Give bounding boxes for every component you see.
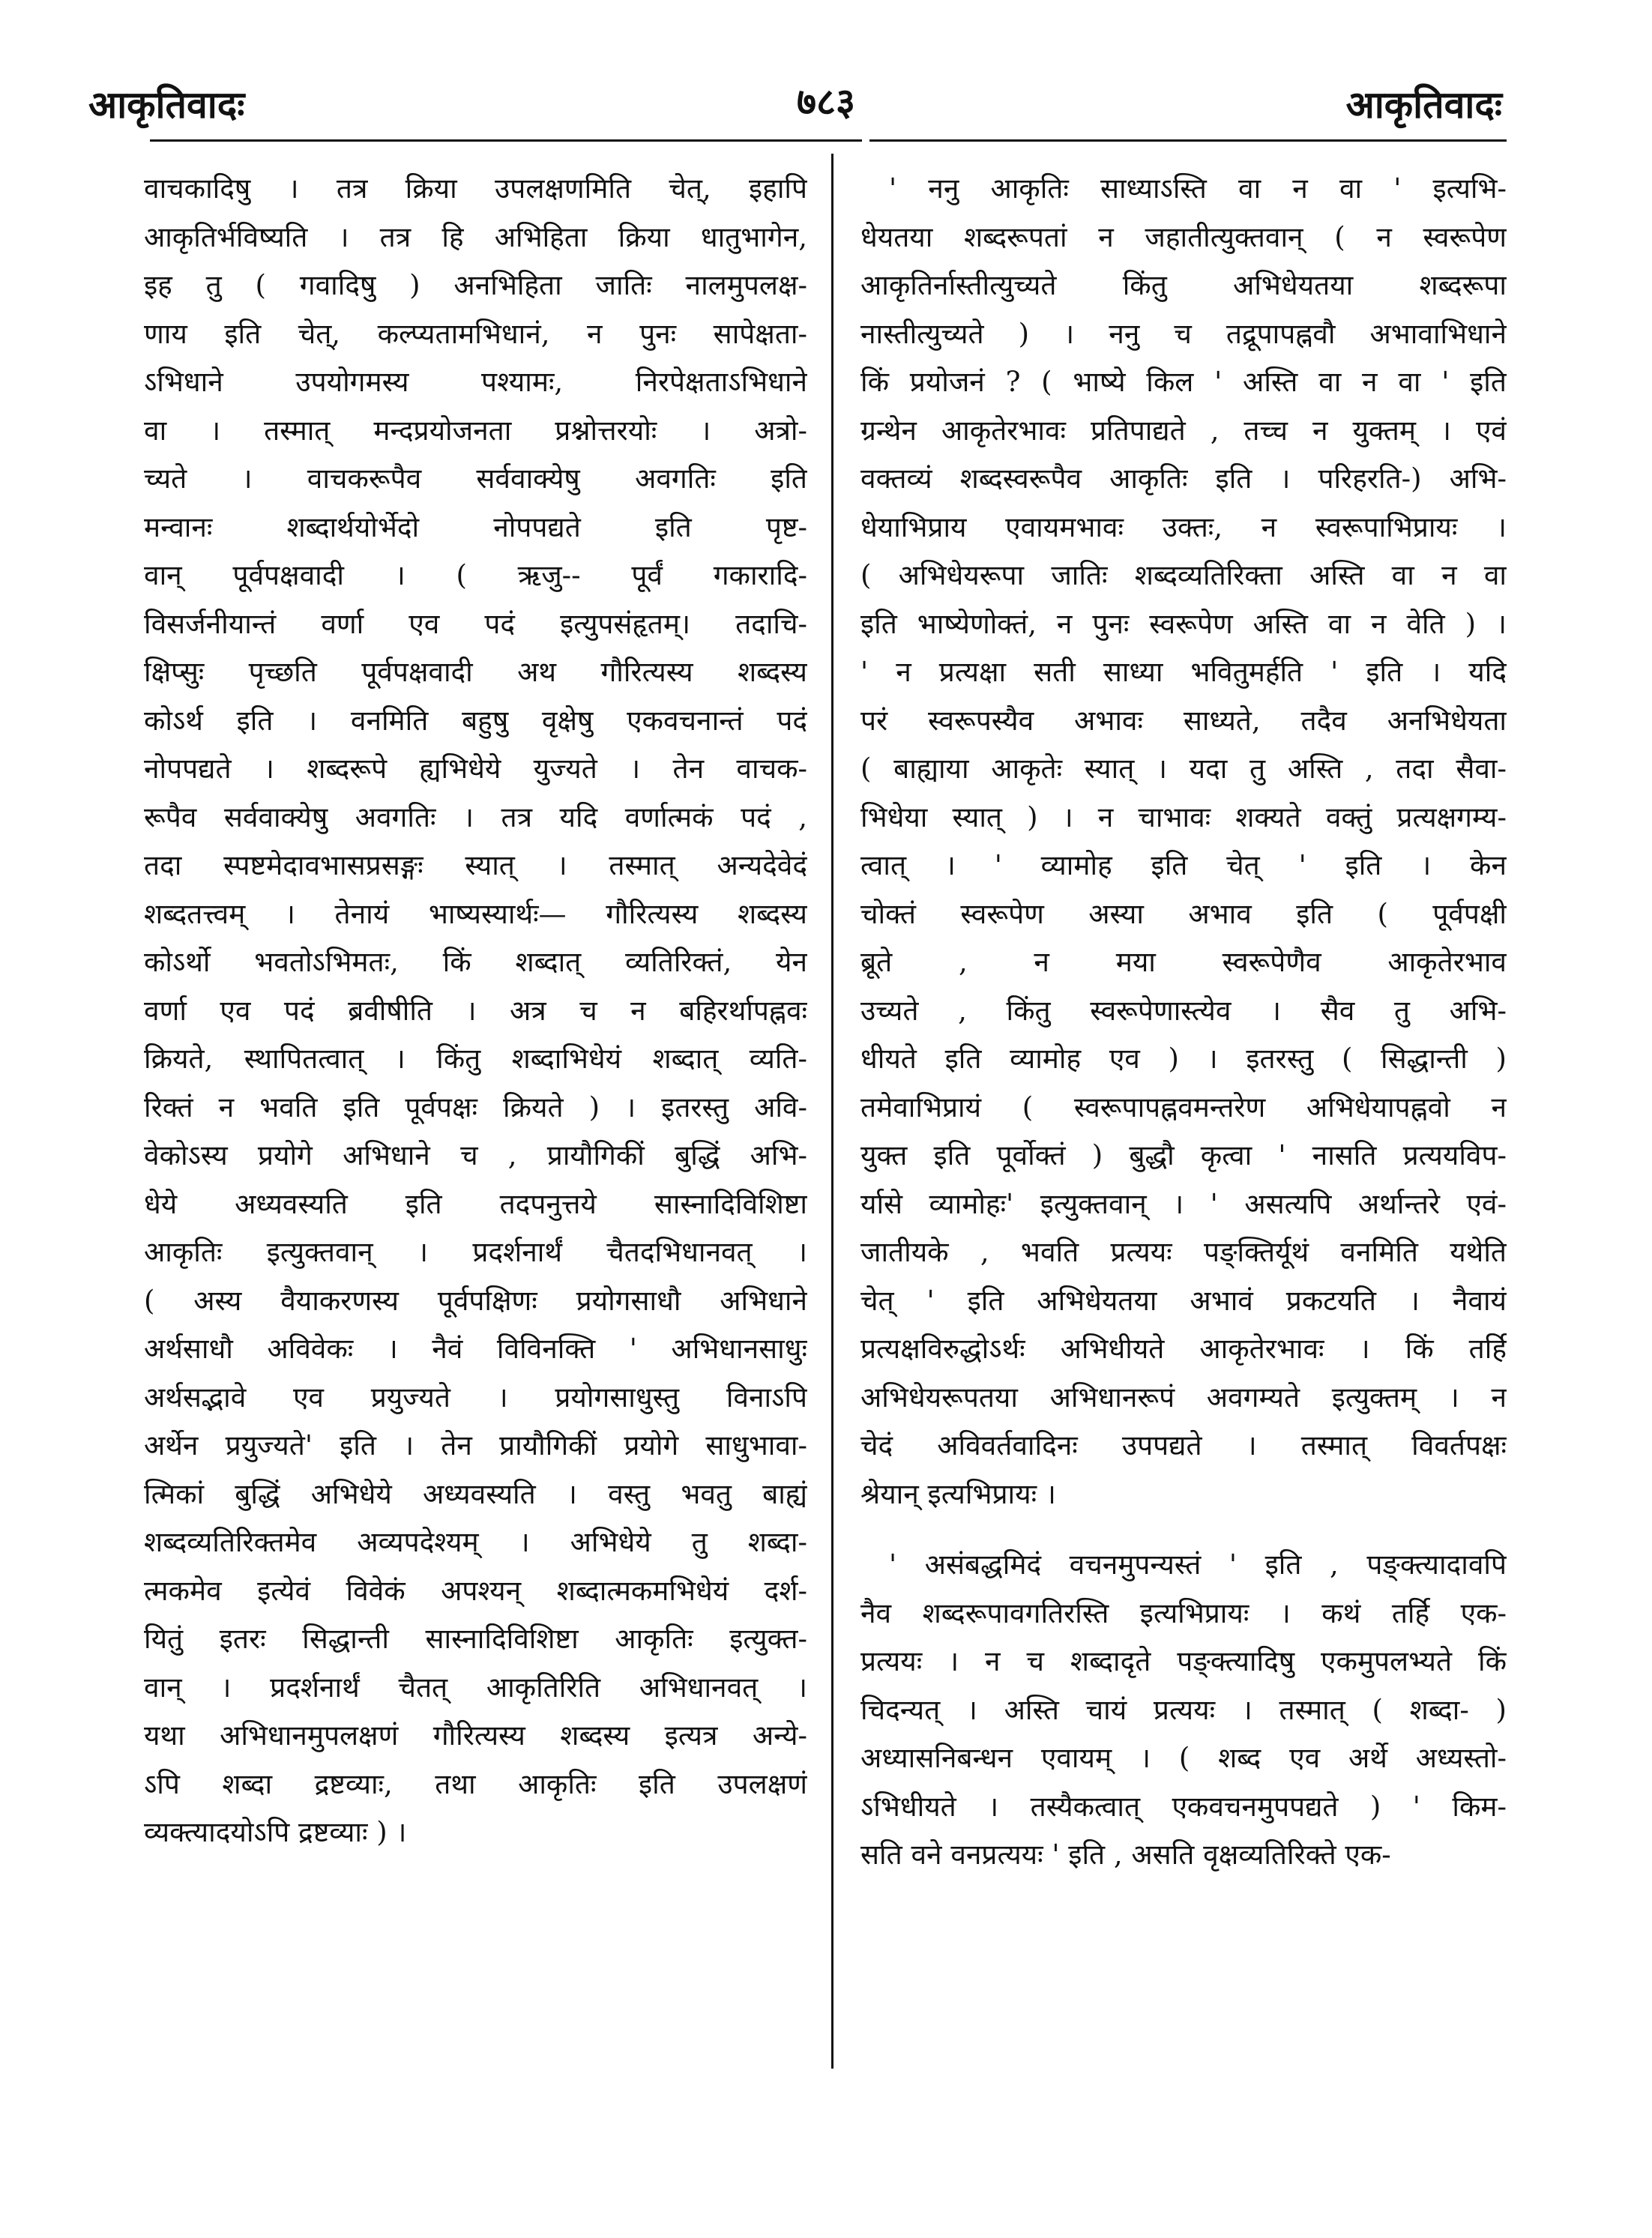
text-line: चेत् ' इति अभिधेयतया अभावं प्रकटयति । नैवायं — [860, 1284, 1507, 1317]
text-line: ब्रूते , न मया स्वरूपेणैव आकृतेरभाव — [860, 946, 1507, 978]
text-line: वक्तव्यं शब्दस्वरूपैव आकृतिः इति । परिहरति-) अभि- — [860, 462, 1507, 495]
running-title-right: आकृतिवादः — [1345, 82, 1502, 127]
right-column-paragraph-1 — [860, 165, 1507, 1518]
text-line: धेये अध्यवस्यति इति तदपनुत्तये सास्नादिविशिष्टा — [144, 1187, 807, 1220]
text-line: श्रेयान् इत्यभिप्रायः । — [860, 1477, 1056, 1510]
header-rule-right — [869, 139, 1507, 142]
text-line: अर्थसद्भावे एव प्रयुज्यते । प्रयोगसाधुस्तु विनाऽपि — [144, 1381, 807, 1414]
header-rule-left — [150, 139, 862, 142]
text-line: आकृतिर्भविष्यति । तत्र हि अभिहिता क्रिया धातुभागेन, — [144, 220, 807, 253]
text-line: जातीयके , भवति प्रत्ययः पङ्क्तिर्यूथं वनमिति यथेति — [860, 1236, 1507, 1268]
text-line: च्यते । वाचकरूपैव सर्ववाक्येषु अवगतिः इति — [144, 462, 807, 495]
text-line: वान् । प्रदर्शनार्थं चैतत् आकृतिरिति अभिधानवत् । — [144, 1671, 807, 1704]
text-line: भिधेया स्यात् ) । न चाभावः शक्यते वक्तुं प्रत्यक्षगम्य- — [860, 800, 1507, 833]
right-column-paragraph-2 — [860, 1541, 1507, 1880]
text-line: कोऽर्थ इति । वनमिति बहुषु वृक्षेषु एकवचनान्तं पदं — [144, 704, 807, 737]
text-line: त्मिकां बुद्धिं अभिधेये अध्यवस्यति । वस्तु भवतु बाह्यं — [144, 1477, 807, 1510]
text-line: आकृतिः इत्युक्तवान् । प्रदर्शनार्थं चैतदभिधानवत् । — [144, 1236, 807, 1268]
text-line: सति वने वनप्रत्ययः ' इति , असति वृक्षव्यतिरिक्ते एक- — [860, 1839, 1391, 1871]
text-line: रिक्तं न भवति इति पूर्वपक्षः क्रियते ) । इतरस्तु अवि- — [144, 1091, 807, 1123]
text-line: यथा अभिधानमुपलक्षणं गौरित्यस्य शब्दस्य इत्यत्र अन्ये- — [144, 1719, 807, 1752]
text-line: वा । तस्मात् मन्दप्रयोजनता प्रश्नोत्तरयोः । अत्रो- — [144, 414, 807, 447]
text-line: ' असंबद्धमिदं वचनमुपन्यस्तं ' इति , पङ्क्त्यादावपि — [889, 1548, 1507, 1581]
text-line: विसर्जनीयान्तं वर्णा एव पदं इत्युपसंहृतम्। तदाचि- — [144, 607, 807, 640]
text-line: अभिधेयरूपतया अभिधानरूपं अवगम्यते इत्युक्तम् । न — [860, 1381, 1507, 1414]
text-line: परं स्वरूपस्यैव अभावः साध्यते, तदैव अनभिधेयता — [860, 704, 1507, 737]
text-line: कोऽर्थो भवतोऽभिमतः, किं शब्दात् व्यतिरिक्तं, येन — [144, 946, 807, 978]
text-line: प्रत्यक्षविरुद्धोऽर्थः अभिधीयते आकृतेरभावः । किं तर्हि — [860, 1333, 1507, 1365]
text-line: यितुं इतरः सिद्धान्ती सास्नादिविशिष्टा आकृतिः इत्युक्त- — [144, 1623, 807, 1655]
text-line: ऽभिधीयते । तस्यैकत्वात् एकवचनमुपपद्यते ) ' किम- — [860, 1790, 1507, 1823]
text-line: युक्त इति पूर्वोक्तं ) बुद्धौ कृत्वा ' नासति प्रत्ययविप- — [860, 1139, 1507, 1171]
text-line: चेदं अविवर्तवादिनः उपपद्यते । तस्मात् विवर्तपक्षः — [860, 1429, 1507, 1462]
text-line: अर्थेन प्रयुज्यते' इति । तेन प्रायौगिकीं प्रयोगे साधुभावा- — [144, 1429, 807, 1462]
text-line: शब्दव्यतिरिक्तमेव अव्यपदेश्यम् । अभिधेये तु शब्दा- — [144, 1526, 807, 1558]
text-line: त्मकमेव इत्येवं विवेकं अपश्यन् शब्दात्मकमभिधेयं दर्श- — [144, 1574, 807, 1607]
text-line: ' ननु आकृतिः साध्याऽस्ति वा न वा ' इत्यभि- — [889, 172, 1507, 205]
text-line: ऽभिधाने उपयोगमस्य पश्यामः, निरपेक्षताऽभिधाने — [144, 366, 807, 398]
column-divider — [831, 154, 833, 2069]
text-line: ' न प्रत्यक्षा सती साध्या भवितुमर्हति ' इति । यदि — [860, 656, 1507, 688]
text-line: तमेवाभिप्रायं ( स्वरूपापह्नवमन्तरेण अभिधेयापह्नवो न — [860, 1091, 1507, 1123]
left-column-text — [144, 165, 807, 1857]
text-line: ( बाह्याया आकृतेः स्यात् । यदा तु अस्ति , तदा सैवा- — [860, 752, 1507, 785]
text-line: किं प्रयोजनं ? ( भाष्ये किल ' अस्ति वा न वा ' इति — [860, 366, 1507, 398]
text-line: वान् पूर्वपक्षवादी । ( ऋजु-- पूर्वं गकारादि- — [144, 559, 807, 591]
text-line: क्रियते, स्थापितत्वात् । किंतु शब्दाभिधेयं शब्दात् व्यति- — [144, 1043, 807, 1075]
text-line: वेकोऽस्य प्रयोगे अभिधाने च , प्रायौगिकीं बुद्धिं अभि- — [144, 1139, 807, 1171]
text-line: धेयतया शब्दरूपतां न जहातीत्युक्तवान् ( न स्वरूपेण — [860, 220, 1507, 253]
text-line: ( अभिधेयरूपा जातिः शब्दव्यतिरिक्ता अस्ति वा न वा — [860, 559, 1507, 591]
text-line: नोपपद्यते । शब्दरूपे ह्यभिधेये युज्यते । तेन वाचक- — [144, 752, 807, 785]
right-column — [860, 165, 1507, 1880]
running-title-left: आकृतिवादः — [88, 82, 245, 127]
text-line: णाय इति चेत्, कल्प्यतामभिधानं, न पुनः सापेक्षता- — [144, 317, 807, 350]
text-line: धीयते इति व्यामोह एव ) । इतरस्तु ( सिद्धान्ती ) — [860, 1043, 1507, 1075]
text-line: तदा स्पष्टमेदावभासप्रसङ्गः स्यात् । तस्मात् अन्यदेवेदं — [144, 849, 807, 881]
text-line: ( अस्य वैयाकरणस्य पूर्वपक्षिणः प्रयोगसाधौ अभिधाने — [144, 1284, 807, 1317]
page-header — [0, 0, 1652, 142]
text-line: त्वात् । ' व्यामोह इति चेत् ' इति । केन — [860, 849, 1507, 881]
text-line: प्रत्ययः । न च शब्दादृते पङ्क्त्यादिषु एकमुपलभ्यते किं — [860, 1645, 1507, 1677]
text-line: क्षिप्सुः पृच्छति पूर्वपक्षवादी अथ गौरित्यस्य शब्दस्य — [144, 656, 807, 688]
text-line: शब्दतत्त्वम् । तेनायं भाष्यस्यार्थः— गौरित्यस्य शब्दस्य — [144, 897, 807, 930]
text-line: इति भाष्येणोक्तं, न पुनः स्वरूपेण अस्ति वा न वेति ) । — [860, 607, 1507, 640]
text-line: ऽपि शब्दा द्रष्टव्याः, तथा आकृतिः इति उपलक्षणं — [144, 1767, 807, 1800]
text-line: वाचकादिषु । तत्र क्रिया उपलक्षणमिति चेत्, इहापि — [144, 172, 807, 205]
text-line: रूपैव सर्ववाक्येषु अवगतिः । तत्र यदि वर्णात्मकं पदं , — [144, 800, 807, 833]
text-line: आकृतिर्नास्तीत्युच्यते किंतु अभिधेयतया शब्दरूपा — [860, 269, 1507, 301]
text-line: नैव शब्दरूपावगतिरस्ति इत्यभिप्रायः । कथं तर्हि एक- — [860, 1596, 1507, 1629]
text-line: ग्रन्थेन आकृतेरभावः प्रतिपाद्यते , तच्च न युक्तम् । एवं — [860, 414, 1507, 447]
text-line: धेयाभिप्राय एवायमभावः उक्तः, न स्वरूपाभिप्रायः । — [860, 510, 1507, 543]
text-line: वर्णा एव पदं ब्रवीषीति । अत्र च न बहिरर्थापह्नवः — [144, 994, 807, 1027]
left-column — [144, 165, 807, 1857]
text-line: अध्यासनिबन्धन एवायम् । ( शब्द एव अर्थे अध्यस्तो- — [860, 1742, 1507, 1774]
text-line: इह तु ( गवादिषु ) अनभिहिता जातिः नालमुपलक्ष- — [144, 269, 807, 301]
text-line: मन्वानः शब्दार्थयोर्भेदो नोपपद्यते इति पृष्ट- — [144, 510, 807, 543]
text-line: नास्तीत्युच्यते ) । ननु च तद्रूपापह्नवौ अभावाभिधाने — [860, 317, 1507, 350]
text-line: र्यासे व्यामोहः' इत्युक्तवान् । ' असत्यपि अर्थान्तरे एवं- — [860, 1187, 1507, 1220]
text-line: अर्थसाधौ अविवेकः । नैवं विविनक्ति ' अभिधानसाधुः — [144, 1333, 807, 1365]
text-line: व्यक्त्यादयोऽपि द्रष्टव्याः ) । — [144, 1816, 407, 1848]
text-line: उच्यते , किंतु स्वरूपेणास्त्येव । सैव तु अभि- — [860, 994, 1507, 1027]
text-line: चिदन्यत् । अस्ति चायं प्रत्ययः । तस्मात् ( शब्दा- ) — [860, 1693, 1507, 1726]
text-line: चोक्तं स्वरूपेण अस्या अभाव इति ( पूर्वपक्षी — [860, 897, 1507, 930]
page-number: ७८३ — [797, 79, 855, 124]
